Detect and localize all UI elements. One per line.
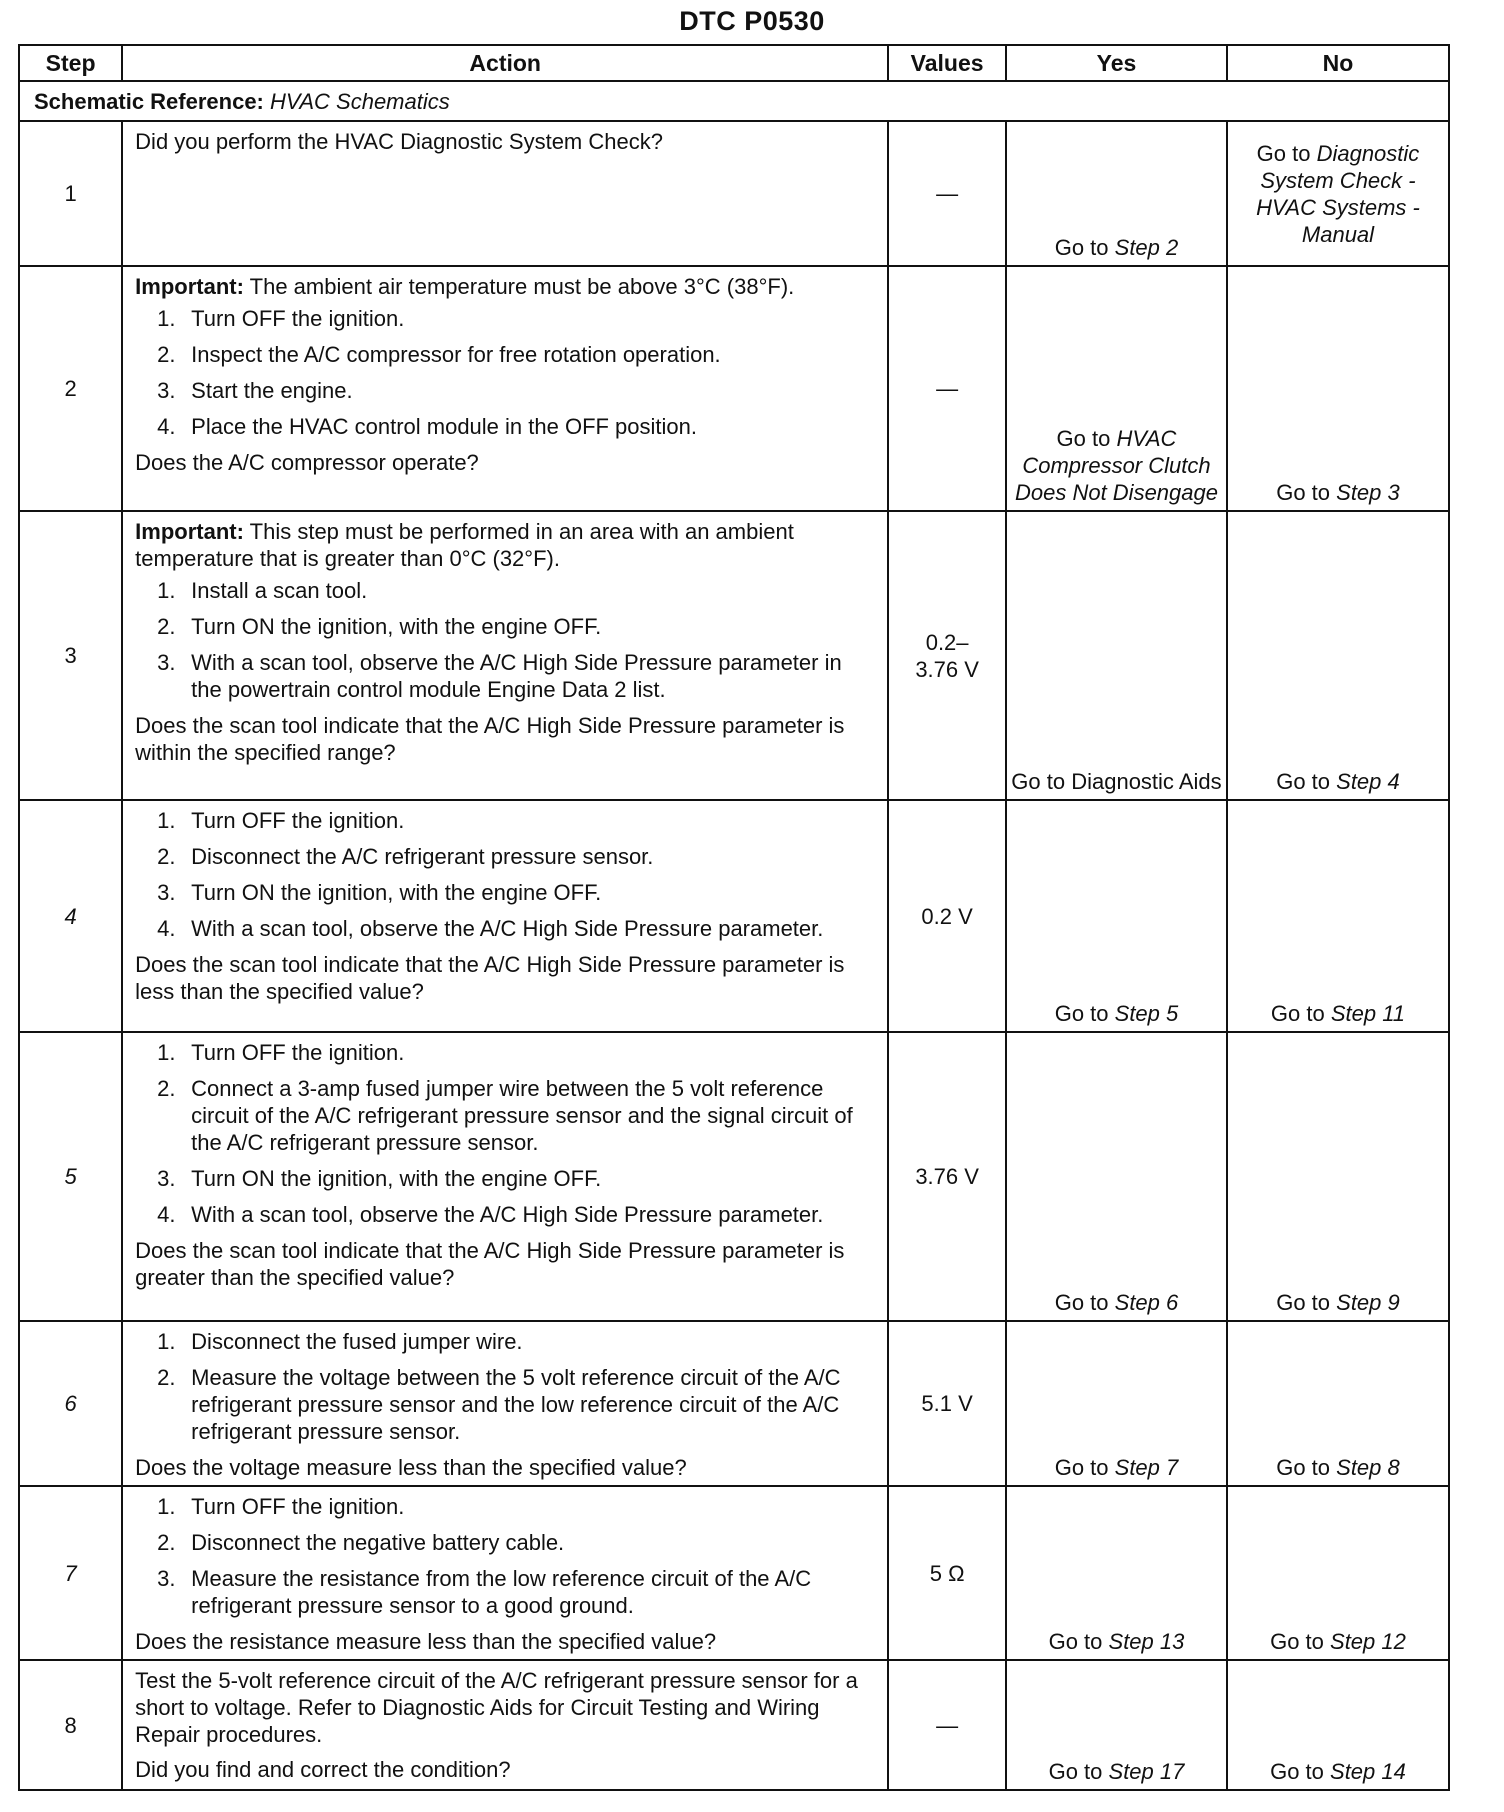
action-question: Does the scan tool indicate that the A/C High Side Pressure parameter is within the specified range? xyxy=(135,713,845,765)
list-item: 3. With a scan tool, observe the A/C High Side Pressure parameter in the powertrain control module Engine Data 2 list. xyxy=(157,650,842,702)
list-item: 4. With a scan tool, observe the A/C High Side Pressure parameter. xyxy=(157,1202,824,1227)
yes-cell xyxy=(1006,800,1227,1032)
schematic-ref: HVAC Schematics xyxy=(270,88,450,114)
action-intro: Test the 5-volt reference circuit of the A/C refrigerant pressure sensor for a short to voltage. Refer to Diagnostic Aids for Circuit Testing and Wiring Repair procedures. xyxy=(135,1668,858,1747)
action-cell xyxy=(122,1486,888,1660)
yes-link: Step 5 xyxy=(1114,1001,1179,1026)
header-step: Step xyxy=(19,45,122,81)
step-number: 7 xyxy=(19,1486,122,1660)
no-link: Step 4 xyxy=(1336,769,1400,794)
no-link: Step 12 xyxy=(1330,1629,1406,1654)
schematic-reference xyxy=(19,81,1449,121)
list-item: 1. Turn OFF the ignition. xyxy=(157,1494,405,1519)
action-cell xyxy=(122,1660,888,1790)
table-row xyxy=(19,511,1449,800)
list-item: 1. Turn OFF the ignition. xyxy=(157,1040,405,1065)
schematic-label: Schematic Reference: xyxy=(34,88,264,114)
no-cell xyxy=(1227,1660,1449,1790)
table-row xyxy=(19,1660,1449,1790)
step-number: 8 xyxy=(19,1660,122,1790)
no-cell xyxy=(1227,1032,1449,1321)
action-steps xyxy=(135,807,877,942)
list-item: 2. Connect a 3-amp fused jumper wire between the 5 volt reference circuit of the A/C refrigerant pressure sensor and the signal circuit of the A/C refrigerant pressure sensor. xyxy=(157,1076,853,1155)
value-cell: — xyxy=(888,1660,1006,1790)
yes-link: Step 2 xyxy=(1114,235,1179,260)
no-link: Step 3 xyxy=(1336,480,1400,505)
table-row xyxy=(19,266,1449,511)
action-cell xyxy=(122,266,888,511)
schematic-reference-row xyxy=(19,81,1449,121)
no-link: Diagnostic System Check - HVAC Systems - Manual xyxy=(1256,140,1420,247)
yes-prefix: Go to xyxy=(1054,1001,1109,1026)
important-note xyxy=(135,518,877,572)
no-link: Step 11 xyxy=(1330,1001,1406,1026)
value-cell: 3.76 V xyxy=(888,1032,1006,1321)
yes-cell xyxy=(1006,1660,1227,1790)
header-yes: Yes xyxy=(1006,45,1227,81)
list-item: 4. With a scan tool, observe the A/C High Side Pressure parameter. xyxy=(157,916,824,941)
list-item: 3. Turn ON the ignition, with the engine OFF. xyxy=(157,1166,602,1191)
table-row xyxy=(19,1032,1449,1321)
value-cell: 5 Ω xyxy=(888,1486,1006,1660)
action-question: Did you find and correct the condition? xyxy=(135,1757,511,1782)
action-question: Does the scan tool indicate that the A/C High Side Pressure parameter is less than the specified value? xyxy=(135,952,845,1004)
list-item: 1. Install a scan tool. xyxy=(157,578,368,603)
step-number: 3 xyxy=(19,511,122,800)
action-question: Does the scan tool indicate that the A/C High Side Pressure parameter is greater than the specified value? xyxy=(135,1238,845,1290)
list-item: 1. Turn OFF the ignition. xyxy=(157,306,405,331)
action-cell xyxy=(122,121,888,266)
header-values: Values xyxy=(888,45,1006,81)
action-cell xyxy=(122,1321,888,1486)
no-prefix: Go to xyxy=(1276,1455,1331,1480)
value-cell: — xyxy=(888,121,1006,266)
table-row xyxy=(19,1321,1449,1486)
action-question: Does the A/C compressor operate? xyxy=(135,450,479,475)
important-label: Important: xyxy=(135,274,244,299)
yes-prefix: Go to xyxy=(1054,1455,1109,1480)
no-prefix: Go to xyxy=(1256,140,1311,166)
yes-cell xyxy=(1006,121,1227,266)
yes-prefix: Go to xyxy=(1054,1290,1109,1315)
header-no: No xyxy=(1227,45,1449,81)
action-cell xyxy=(122,511,888,800)
table-row xyxy=(19,800,1449,1032)
no-prefix: Go to xyxy=(1276,769,1331,794)
yes-link: Step 6 xyxy=(1114,1290,1179,1315)
step-number: 6 xyxy=(19,1321,122,1486)
list-item: 2. Turn ON the ignition, with the engine OFF. xyxy=(157,614,602,639)
yes-link: HVAC Compressor Clutch Does Not Disengage xyxy=(1014,426,1218,505)
no-cell xyxy=(1227,266,1449,511)
table-row xyxy=(19,121,1449,266)
list-item: 3. Measure the resistance from the low reference circuit of the A/C refrigerant pressure sensor to a good ground. xyxy=(157,1566,812,1618)
yes-cell xyxy=(1006,1486,1227,1660)
action-steps xyxy=(135,1493,877,1619)
no-link: Step 8 xyxy=(1336,1455,1400,1480)
list-item: 1. Disconnect the fused jumper wire. xyxy=(157,1329,523,1354)
action-steps xyxy=(135,1328,877,1445)
yes-prefix: Go to xyxy=(1048,1759,1103,1784)
no-prefix: Go to xyxy=(1270,1629,1324,1654)
no-cell xyxy=(1227,1321,1449,1486)
no-prefix: Go to xyxy=(1276,480,1331,505)
value-cell: — xyxy=(888,266,1006,511)
value-cell: 0.2 V xyxy=(888,800,1006,1032)
action-cell xyxy=(122,1032,888,1321)
action-steps xyxy=(135,577,877,703)
list-item: 2. Measure the voltage between the 5 volt reference circuit of the A/C refrigerant pressure sensor and the low reference circuit of the A/C refrigerant pressure sensor. xyxy=(157,1365,841,1444)
important-label: Important: xyxy=(135,519,244,544)
yes-cell xyxy=(1006,1321,1227,1486)
no-link: Step 14 xyxy=(1330,1759,1406,1784)
step-number: 2 xyxy=(19,266,122,511)
diagnostic-table xyxy=(18,44,1450,1791)
no-prefix: Go to xyxy=(1270,1001,1325,1026)
step-number: 4 xyxy=(19,800,122,1032)
action-cell xyxy=(122,800,888,1032)
list-item: 3. Start the engine. xyxy=(157,378,353,403)
header-action: Action xyxy=(122,45,888,81)
yes-link: Step 7 xyxy=(1114,1455,1179,1480)
no-prefix: Go to xyxy=(1270,1759,1324,1784)
action-intro: Did you perform the HVAC Diagnostic System Check? xyxy=(135,129,663,154)
action-question: Does the resistance measure less than the specified value? xyxy=(135,1629,717,1654)
value-cell: 0.2– 3.76 V xyxy=(888,511,1006,800)
action-steps xyxy=(135,305,877,440)
yes-prefix: Go to xyxy=(1056,426,1111,451)
yes-cell xyxy=(1006,1032,1227,1321)
important-text: This step must be performed in an area with an ambient temperature that is greater than 0°C (32°F). xyxy=(135,519,794,571)
yes-link: Step 17 xyxy=(1108,1759,1185,1784)
value-cell: 5.1 V xyxy=(888,1321,1006,1486)
no-cell xyxy=(1227,121,1449,266)
important-text: The ambient air temperature must be above 3°C (38°F). xyxy=(249,274,795,299)
yes-link: Step 13 xyxy=(1108,1629,1185,1654)
yes-cell: Go to Diagnostic Aids xyxy=(1006,511,1227,800)
no-cell xyxy=(1227,800,1449,1032)
list-item: 4. Place the HVAC control module in the OFF position. xyxy=(157,414,697,439)
yes-prefix: Go to xyxy=(1054,235,1109,260)
no-link: Step 9 xyxy=(1336,1290,1400,1315)
important-note xyxy=(135,273,877,300)
no-prefix: Go to xyxy=(1276,1290,1331,1315)
no-cell xyxy=(1227,1486,1449,1660)
yes-cell xyxy=(1006,266,1227,511)
action-steps xyxy=(135,1039,877,1228)
action-question: Does the voltage measure less than the specified value? xyxy=(135,1455,687,1480)
page-title: DTC P0530 xyxy=(679,6,825,36)
yes-prefix: Go to xyxy=(1048,1629,1103,1654)
list-item: 2. Inspect the A/C compressor for free rotation operation. xyxy=(157,342,721,367)
header-row xyxy=(19,45,1449,81)
step-number: 1 xyxy=(19,121,122,266)
table-row xyxy=(19,1486,1449,1660)
list-item: 2. Disconnect the negative battery cable. xyxy=(157,1530,565,1555)
list-item: 3. Turn ON the ignition, with the engine OFF. xyxy=(157,880,602,905)
list-item: 1. Turn OFF the ignition. xyxy=(157,808,405,833)
list-item: 2. Disconnect the A/C refrigerant pressure sensor. xyxy=(157,844,654,869)
step-number: 5 xyxy=(19,1032,122,1321)
no-cell xyxy=(1227,511,1449,800)
